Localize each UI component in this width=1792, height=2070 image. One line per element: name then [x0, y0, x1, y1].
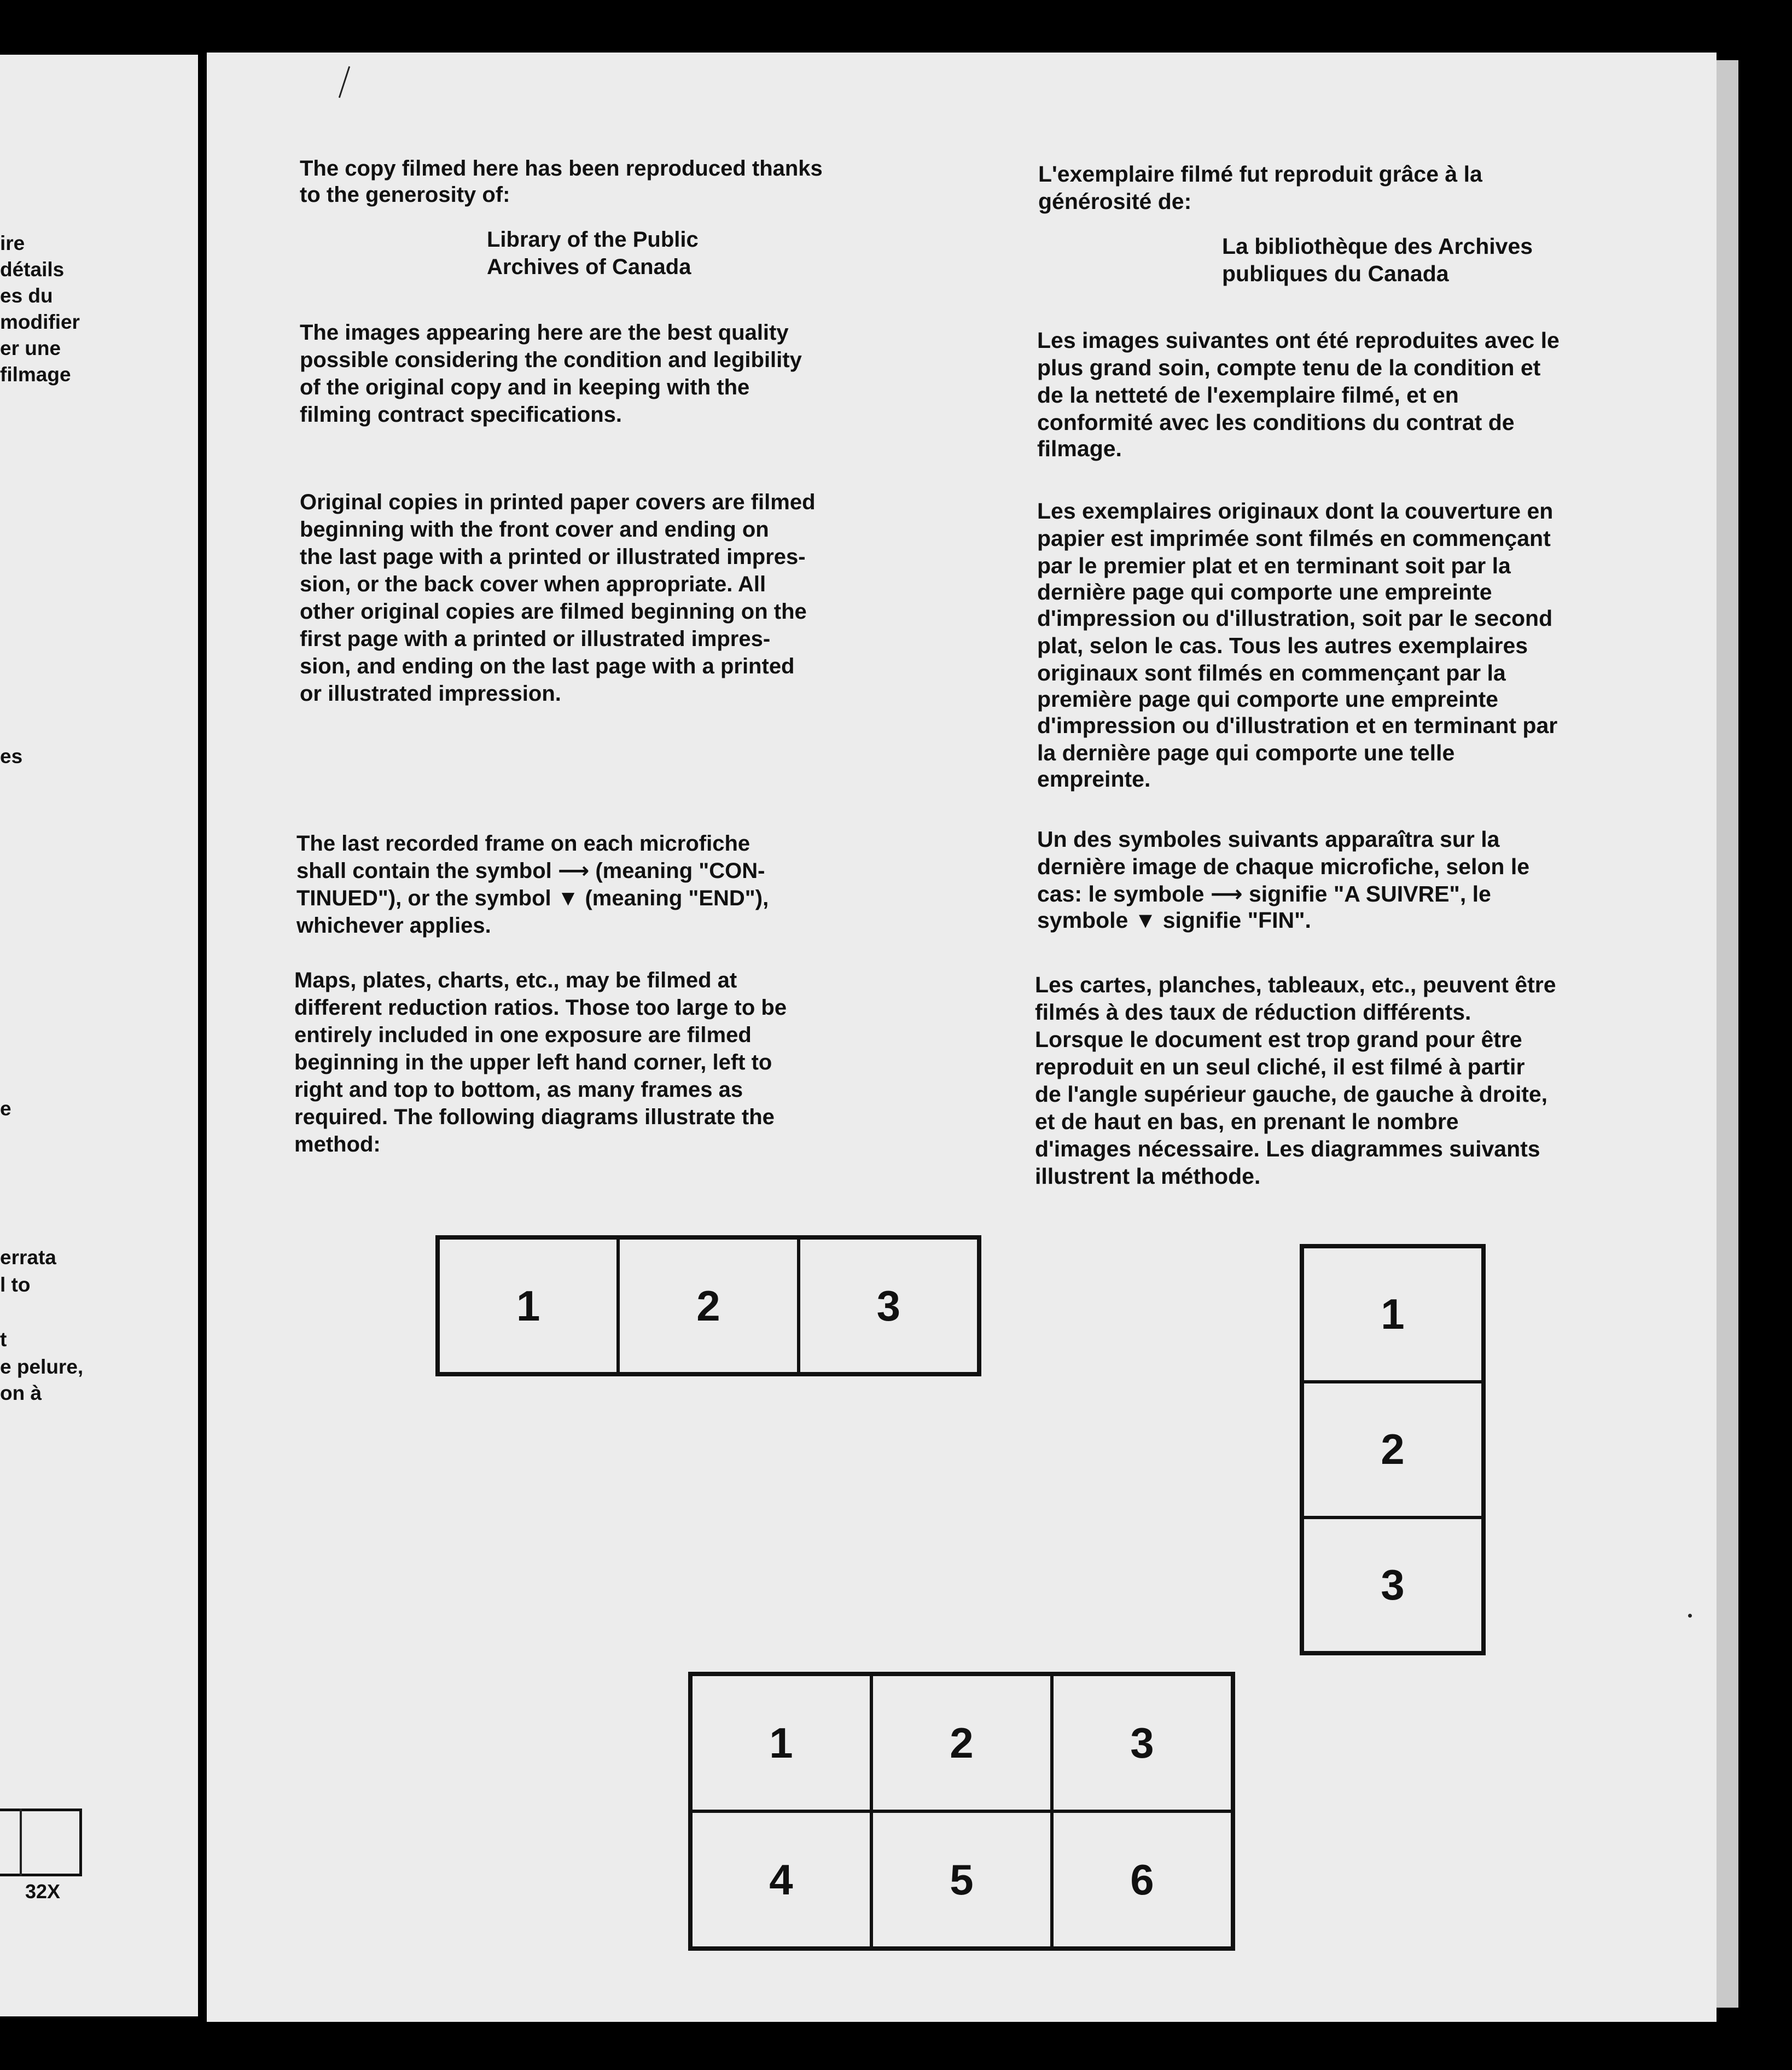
french-p3-line: Les exemplaires originaux dont la couverture en	[1037, 498, 1554, 524]
french-p3-line: empreinte.	[1037, 766, 1151, 792]
english-p5-line: method:	[294, 1132, 381, 1156]
french-p3-line: d'impression ou d'illustration et en terminant par	[1037, 713, 1558, 738]
english-p1-line: The copy filmed here has been reproduced thanks	[300, 156, 823, 181]
resolution-target-divider	[20, 1809, 22, 1876]
french-p1-line: L'exemplaire filmé fut reproduit grâce à la	[1038, 161, 1482, 187]
french-p5-line: reproduit en un seul cliché, il est filmé à partir	[1035, 1054, 1525, 1079]
english-p1-line: to the generosity of:	[300, 183, 510, 207]
english-library-line: Library of the Public	[487, 228, 699, 252]
reduction-ratio-label: 32X	[25, 1880, 61, 1903]
english-library-line: Archives of Canada	[487, 255, 691, 279]
fragment-text: e pelure,	[0, 1356, 84, 1378]
english-p3-line: beginning with the front cover and ending on	[300, 518, 769, 542]
diagram-horizontal-frames	[435, 1235, 981, 1376]
french-p3-line: d'impression ou d'illustration, soit par le second	[1037, 606, 1553, 631]
frame-cell: 4	[691, 1811, 871, 1948]
english-p3-line: first page with a printed or illustrated impres-	[300, 627, 771, 651]
frame-cell: 1	[438, 1238, 618, 1374]
english-p5-line: different reduction ratios. Those too large to be	[294, 996, 787, 1020]
french-p2-line: de la netteté de l'exemplaire filmé, et en	[1037, 382, 1459, 408]
frame-cell: 6	[1052, 1811, 1232, 1948]
french-library-line: La bibliothèque des Archives	[1222, 234, 1533, 259]
english-p2-line: filming contract specifications.	[300, 403, 622, 427]
frame-cell: 2	[1302, 1382, 1483, 1517]
scan-mark	[1688, 1614, 1692, 1618]
english-p2-line: The images appearing here are the best quality	[300, 321, 789, 345]
french-p3-line: dernière page qui comporte une empreinte	[1037, 579, 1492, 604]
french-p2-line: plus grand soin, compte tenu de la condition et	[1037, 355, 1541, 380]
fragment-text: e	[0, 1097, 11, 1120]
fragment-text: modifier	[0, 311, 80, 333]
french-p1-line: générosité de:	[1038, 189, 1192, 214]
frame-cell: 2	[618, 1238, 798, 1374]
french-p5-line: de l'angle supérieur gauche, de gauche à droite,	[1035, 1081, 1548, 1107]
french-p3-line: première page qui comporte une empreinte	[1037, 687, 1498, 712]
english-p4-line: The last recorded frame on each microfiche	[296, 832, 750, 856]
french-p5-line: Lorsque le document est trop grand pour être	[1035, 1027, 1522, 1052]
fragment-text: t	[0, 1328, 7, 1351]
diagram-vertical-frames	[1300, 1244, 1486, 1655]
fragment-text: errata	[0, 1246, 56, 1269]
frame-cell: 1	[691, 1674, 871, 1811]
resolution-target-box	[0, 1809, 82, 1876]
english-p5-line: beginning in the upper left hand corner, left to	[294, 1050, 772, 1074]
french-p4-line: cas: le symbole ⟶ signifie "A SUIVRE", le	[1037, 881, 1491, 906]
fragment-text: détails	[0, 258, 65, 281]
french-p3-line: la dernière page qui comporte une telle	[1037, 740, 1455, 765]
english-p3-line: other original copies are filmed beginning on the	[300, 600, 807, 624]
french-p3-line: plat, selon le cas. Tous les autres exemplaires	[1037, 633, 1528, 658]
english-p3-line: Original copies in printed paper covers are filmed	[300, 490, 816, 514]
french-library-line: publiques du Canada	[1222, 261, 1449, 286]
english-p4-line: whichever applies.	[296, 914, 491, 938]
frame-cell: 2	[871, 1674, 1052, 1811]
french-p5-line: filmés à des taux de réduction différents.	[1035, 999, 1471, 1025]
english-p2-line: possible considering the condition and legibility	[300, 348, 802, 372]
french-p3-line: par le premier plat et en terminant soit par la	[1037, 553, 1511, 578]
fragment-text: filmage	[0, 363, 71, 386]
frame-cell: 3	[1052, 1674, 1232, 1811]
fragment-text: ire	[0, 232, 25, 254]
english-p5-line: required. The following diagrams illustrate the	[294, 1105, 775, 1129]
french-p3-line: originaux sont filmés en commençant par la	[1037, 660, 1506, 685]
frame-cell: 3	[799, 1238, 979, 1374]
french-p5-line: Les cartes, planches, tableaux, etc., peuvent être	[1035, 972, 1556, 997]
french-p5-line: et de haut en bas, en prenant le nombre	[1035, 1109, 1459, 1134]
english-p4-line: shall contain the symbol ⟶ (meaning "CON-	[296, 859, 765, 883]
fragment-text: er une	[0, 337, 61, 359]
english-p3-line: sion, or the back cover when appropriate. All	[300, 572, 766, 596]
previous-page-fragment	[0, 55, 198, 2016]
french-p2-line: Les images suivantes ont été reproduites avec le	[1037, 328, 1560, 353]
french-p4-line: symbole ▼ signifie "FIN".	[1037, 908, 1311, 933]
diagram-grid-frames	[688, 1672, 1235, 1951]
french-p4-line: Un des symboles suivants apparaîtra sur la	[1037, 827, 1500, 852]
frame-cell: 1	[1302, 1247, 1483, 1382]
french-p4-line: dernière image de chaque microfiche, selon le	[1037, 854, 1530, 879]
filming-notice-page	[207, 53, 1717, 2022]
frame-cell: 5	[871, 1811, 1052, 1948]
frame-cell: 3	[1302, 1517, 1483, 1653]
fragment-text: es du	[0, 284, 53, 307]
french-p5-line: d'images nécessaire. Les diagrammes suivants	[1035, 1136, 1540, 1161]
page-edge-strip	[1717, 60, 1738, 2008]
english-p2-line: of the original copy and in keeping with the	[300, 375, 750, 399]
french-p2-line: filmage.	[1037, 436, 1122, 461]
english-p3-line: or illustrated impression.	[300, 682, 561, 706]
fragment-text: on à	[0, 1382, 42, 1404]
french-p2-line: conformité avec les conditions du contrat de	[1037, 410, 1515, 435]
french-p3-line: papier est imprimée sont filmés en commençant	[1037, 526, 1551, 551]
scan-mark	[339, 66, 350, 98]
fragment-text: l to	[0, 1274, 31, 1296]
english-p5-line: entirely included in one exposure are filmed	[294, 1023, 752, 1047]
fragment-text: es	[0, 745, 23, 767]
english-p5-line: right and top to bottom, as many frames as	[294, 1078, 743, 1102]
english-p3-line: the last page with a printed or illustrated impres-	[300, 545, 806, 569]
english-p5-line: Maps, plates, charts, etc., may be filmed at	[294, 968, 737, 992]
english-p3-line: sion, and ending on the last page with a printed	[300, 654, 795, 678]
french-p5-line: illustrent la méthode.	[1035, 1164, 1261, 1189]
english-p4-line: TINUED"), or the symbol ▼ (meaning "END"),	[296, 886, 769, 910]
